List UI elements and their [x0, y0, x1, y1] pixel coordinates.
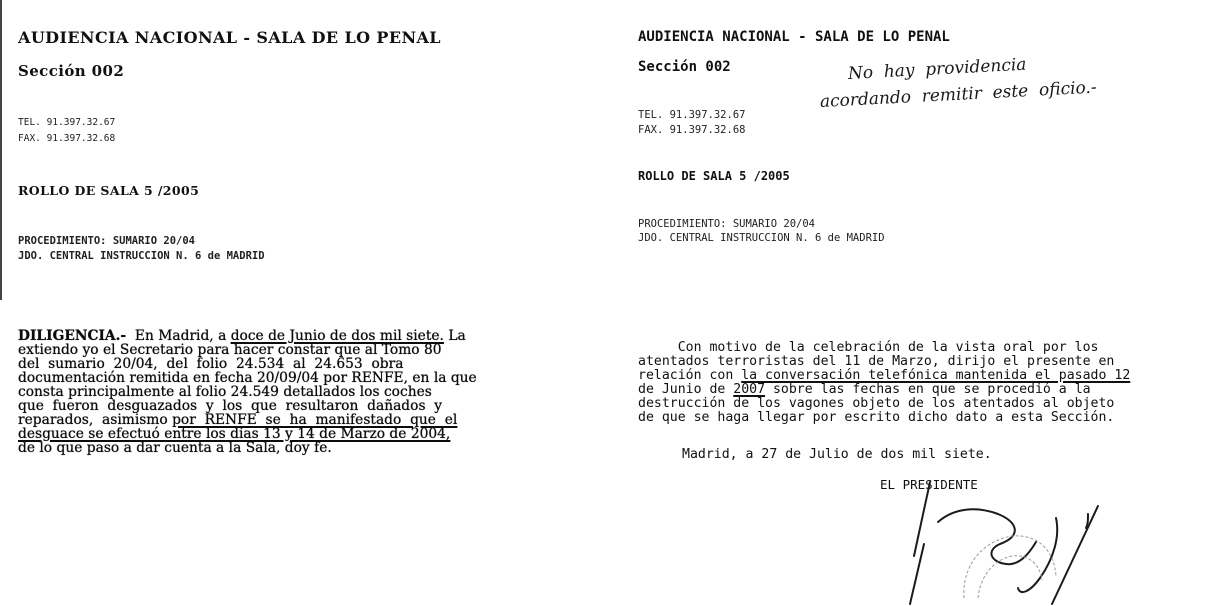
procedimiento-line: PROCEDIMIENTO: SUMARIO 20/04 [18, 235, 196, 247]
section-heading: Sección 002 [638, 59, 731, 75]
date-line: Madrid, a 27 de Julio de dos mil siete. [682, 447, 992, 462]
underlined-date: doce de Junio de dos mil siete. [230, 328, 444, 344]
oficio-text [638, 340, 1222, 440]
tel-line: TEL. 91.397.32.67 [638, 109, 746, 121]
signature-mark [902, 478, 1142, 606]
juzgado-line: JDO. CENTRAL INSTRUCCION N. 6 de MADRID [638, 232, 885, 244]
right-document [632, 0, 1222, 606]
text-line: consta principalmente al folio 24.549 detallados los coches [18, 384, 432, 400]
section-heading: Sección 002 [18, 62, 125, 80]
text-line: atentados terroristas del 11 de Marzo, dirijo el presente en [638, 354, 1115, 369]
text-line: DILIGENCIA.- En Madrid, a doce de Junio de dos mil siete. La [18, 328, 466, 344]
text-line: Con motivo de la celebración de la vista oral por los [638, 340, 1099, 355]
text-line: del sumario 20/04, del folio 24.534 al 24.653 obra [18, 356, 404, 372]
diligencia-text [18, 330, 624, 480]
text-line: destrucción de los vagones objeto de los atentados al objeto [638, 396, 1115, 411]
procedimiento-line: PROCEDIMIENTO: SUMARIO 20/04 [638, 218, 816, 230]
rollo-line: ROLLO DE SALA 5 /2005 [638, 169, 790, 183]
fax-line: FAX. 91.397.32.68 [638, 124, 746, 136]
juzgado-line: JDO. CENTRAL INSTRUCCION N. 6 de MADRID [18, 250, 265, 262]
signer-title: EL PRESIDENTE [880, 477, 978, 492]
court-heading: AUDIENCIA NACIONAL - SALA DE LO PENAL [638, 29, 950, 45]
fax-line: FAX. 91.397.32.68 [18, 133, 116, 144]
handwritten-note-line: acordando remitir este oficio.- [819, 77, 1098, 112]
tel-line: TEL. 91.397.32.67 [18, 117, 116, 128]
text-line: relación con la conversación telefónica mantenida el pasado 12 [638, 368, 1131, 383]
page-edge-line [0, 0, 2, 300]
text-line: documentación remitida en fecha 20/09/04 por RENFE, en la que [18, 370, 477, 386]
text-line: de lo que paso a dar cuenta a la Sala, doy fe. [18, 440, 332, 456]
underlined-phrase: 2007 [733, 382, 766, 397]
text-line: reparados, asimismo por RENFE se ha manifestado que el [18, 412, 458, 428]
text-line: que fueron desguazados y los que resultaron dañados y [18, 398, 443, 414]
underlined-statement: por RENFE se ha manifestado que el [172, 412, 458, 428]
court-heading: AUDIENCIA NACIONAL - SALA DE LO PENAL [18, 28, 441, 47]
text-line: extiendo yo el Secretario para hacer constar que al Tomo 80 [18, 342, 442, 358]
diligencia-label: DILIGENCIA.- [18, 328, 127, 344]
handwritten-note-line: No hay providencia [847, 54, 1027, 84]
text-line: de que se haga llegar por escrito dicho dato a esta Sección. [638, 410, 1115, 425]
underlined-phrase: la conversación telefónica mantenida el pasado 12 [741, 368, 1131, 383]
rollo-line: ROLLO DE SALA 5 /2005 [18, 183, 200, 198]
underlined-statement: desguace se efectuó entre los días 13 y 14 de Marzo de 2004, [18, 426, 451, 442]
text-line: de Junio de 2007 sobre las fechas en que se procedió a la [638, 382, 1091, 397]
